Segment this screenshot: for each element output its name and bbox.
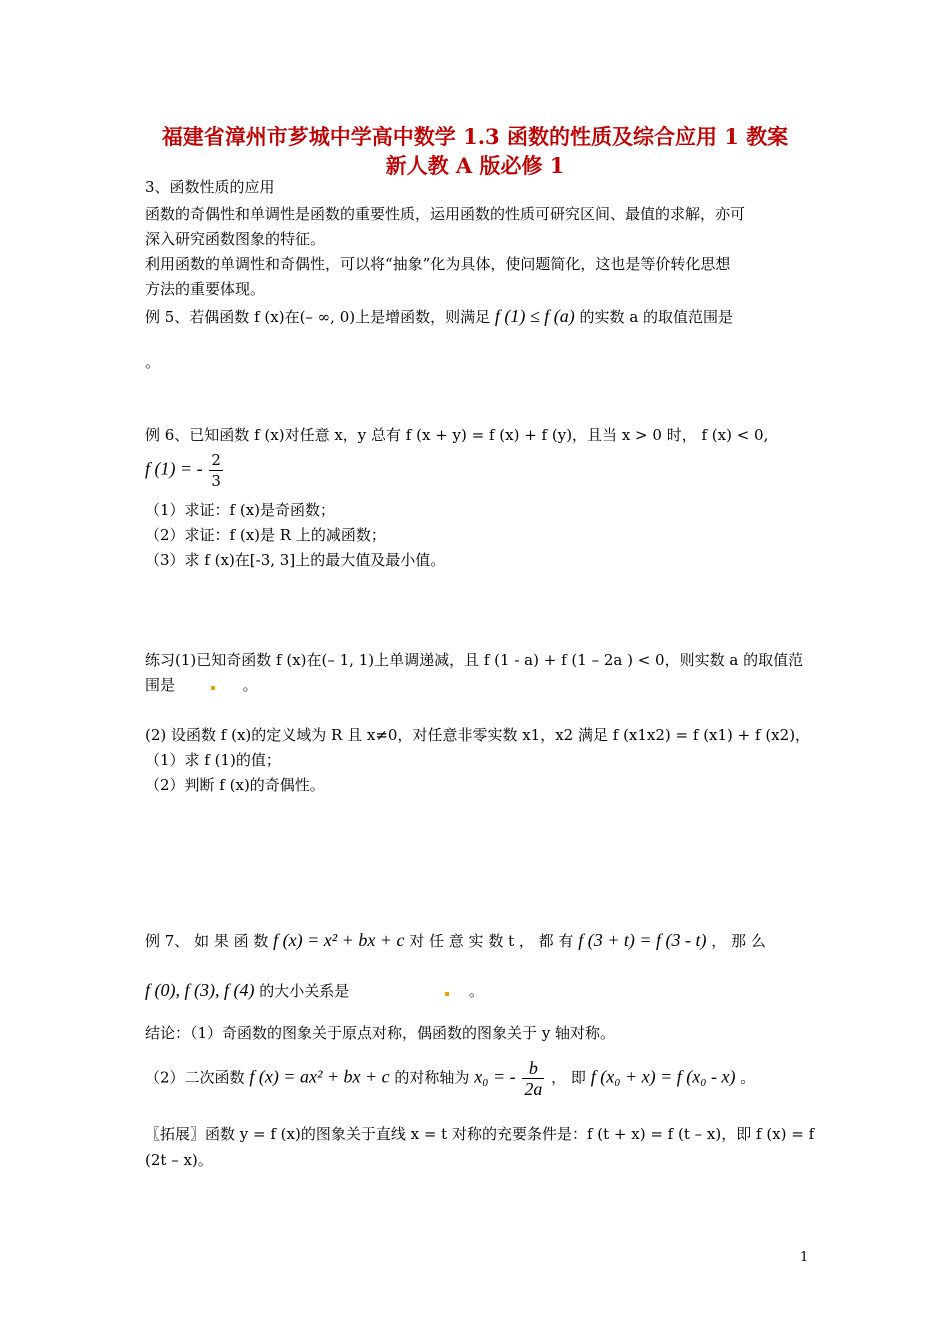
- conclusion-2-x0: x₀ = -: [474, 1066, 516, 1087]
- ex7-q: 的大小关系是: [259, 982, 350, 1000]
- conclusion-2-sep: ， 即: [551, 1068, 586, 1087]
- blank-marker: [211, 686, 215, 690]
- ex5-formula: f (1) ≤ f (a): [494, 306, 575, 326]
- conclusion-2-end: 。: [740, 1068, 756, 1087]
- practice-q1: （1）求 f (1)的值；: [145, 751, 281, 769]
- ex6-f1-label: f (1) = -: [145, 458, 203, 479]
- ex5-tail: 的实数 a 的取值范围是: [579, 308, 734, 326]
- example-5: [145, 306, 733, 327]
- ex7-formula1: f (x) = x² + bx + c: [273, 930, 405, 950]
- practice-p1a: 练习(1)已知奇函数 f (x)在(– 1, 1)上单调递减，且 f (1 - a) + f (1 – 2a ) < 0，则实数 a 的取值范: [145, 651, 804, 669]
- conclusion-2: [145, 1058, 755, 1099]
- practice-p2: (2) 设函数 f (x)的定义域为 R 且 x≠0，对任意非零实数 x1，x2 满足 f (x1x2) = f (x1) + f (x2)，: [145, 726, 811, 744]
- practice-p1b: 围是: [145, 676, 176, 694]
- intro-p1b: 深入研究函数图象的特征。: [145, 230, 326, 248]
- ex6-frac-den: 3: [211, 472, 221, 490]
- ex6-f1: [145, 450, 225, 491]
- ex7-line2: [145, 980, 484, 1001]
- ex7-tail: ， 那 么: [711, 932, 766, 950]
- ex7-lead: 例 7、 如 果 函 数: [145, 932, 269, 950]
- ex6-q1: （1）求证：f (x)是奇函数；: [145, 501, 336, 519]
- example-7: [145, 930, 766, 951]
- conclusion-2-formula: f (x) = ax² + bx + c: [249, 1066, 390, 1087]
- conclusion-2-lead: （2）二次函数: [145, 1068, 245, 1087]
- page-number: 1: [800, 1250, 809, 1265]
- ex7-formula2: f (3 + t) = f (3 - t): [578, 930, 707, 950]
- conclusion-2-fraction: [522, 1058, 544, 1099]
- ex6-q2: （2）求证：f (x)是 R 上的减函数；: [145, 526, 386, 544]
- ex7-end: 。: [468, 982, 484, 1000]
- practice-p1end: 。: [242, 676, 258, 694]
- intro-p1a: 函数的奇偶性和单调性是函数的重要性质，运用函数的性质可研究区间、最值的求解，亦可: [145, 205, 746, 223]
- extension-l2: (2t – x)。: [145, 1151, 213, 1169]
- conclusion-frac-den: 2a: [524, 1079, 543, 1099]
- intro-p2a: 利用函数的单调性和奇偶性，可以将“抽象”化为具体，使问题简化，这也是等价转化思想: [145, 255, 731, 273]
- ex6-fraction: [209, 450, 223, 491]
- practice-q2: （2）判断 f (x)的奇偶性。: [145, 776, 325, 794]
- blank-marker: [445, 992, 449, 996]
- ex7-formula3: f (0), f (3), f (4): [145, 980, 255, 1000]
- ex6-text: 例 6、已知函数 f (x)对任意 x，y 总有 f (x + y) = f (x) + f (y)，且当 x > 0 时， f (x) < 0,: [145, 426, 769, 444]
- doc-title-line2: 新人教 A 版必修 1: [385, 153, 565, 178]
- section-heading: 3、函数性质的应用: [145, 178, 275, 196]
- extension-l1: 〖拓展〗函数 y = f (x)的图象关于直线 x = t 对称的充要条件是：f (t + x) = f (t – x)，即 f (x) = f: [145, 1125, 815, 1143]
- intro-p2b: 方法的重要体现。: [145, 280, 266, 298]
- conclusion-2-formula2: f (x₀ + x) = f (x₀ - x): [590, 1066, 736, 1087]
- ex5-text: 例 5、若偶函数 f (x)在(– ∞, 0)上是增函数，则满足: [145, 308, 491, 326]
- ex5-end: 。: [145, 353, 161, 371]
- doc-title-line1: 福建省漳州市芗城中学高中数学 1.3 函数的性质及综合应用 1 教案: [161, 124, 789, 149]
- ex6-frac-num: 2: [211, 451, 221, 469]
- practice-p1b-row: [145, 675, 258, 695]
- conclusion-2-mid: 的对称轴为: [394, 1068, 470, 1087]
- ex7-mid: 对 任 意 实 数 t ， 都 有: [409, 932, 574, 950]
- conclusion-frac-num: b: [522, 1058, 544, 1079]
- conclusion-1: 结论：（1）奇函数的图象关于原点对称，偶函数的图象关于 y 轴对称。: [145, 1024, 616, 1042]
- ex6-q3: （3）求 f (x)在[-3, 3]上的最大值及最小值。: [145, 551, 446, 569]
